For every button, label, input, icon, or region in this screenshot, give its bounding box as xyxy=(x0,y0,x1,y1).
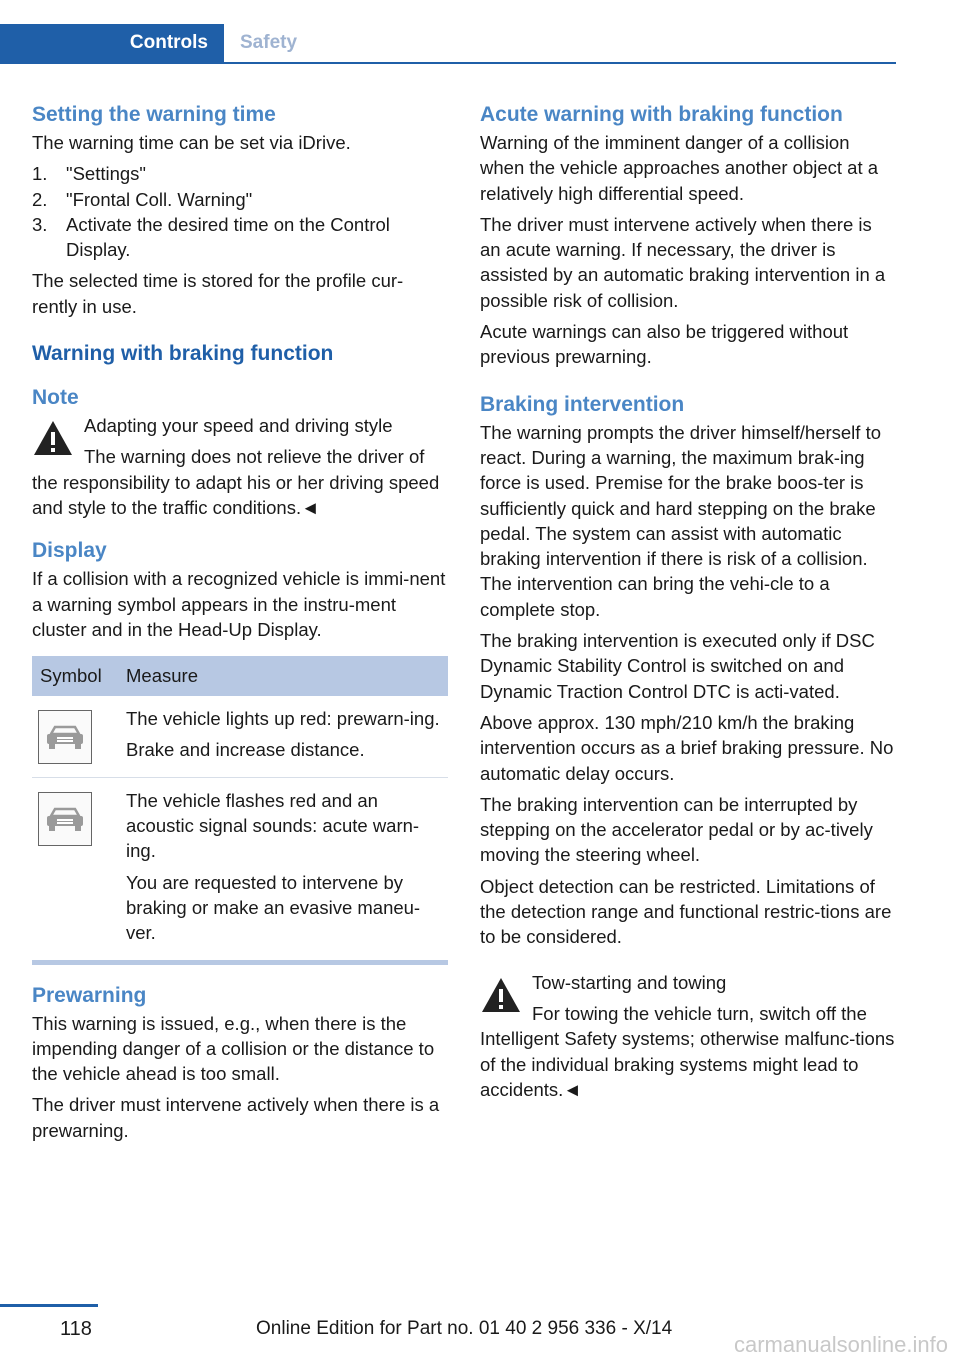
note-body: The warning does not relieve the driver of the responsibility to adapt his or her driving speed and style to the traffic conditions.◄ xyxy=(32,446,440,518)
measure-line: You are requested to intervene by braking or make an evasive maneu‐ver. xyxy=(126,871,421,944)
column-header-measure: Measure xyxy=(118,656,448,696)
table-row xyxy=(32,777,448,962)
symbol-cell xyxy=(32,777,118,962)
measure-line: The vehicle flashes red and an acoustic signal sounds: acute warn‐ing. xyxy=(126,789,420,862)
display-heading: Display xyxy=(32,539,107,563)
step-number: 1. xyxy=(32,163,48,185)
tab-controls-label: Controls xyxy=(129,32,208,53)
braking-p4: The braking intervention can be interrupted by stepping on the accelerator pedal or by ac‐tively moving the steering wheel. xyxy=(480,793,873,866)
left-column xyxy=(32,100,448,1149)
warning-triangle-icon xyxy=(32,419,74,457)
tab-safety-label: Safety xyxy=(240,32,298,53)
watermark-text: carmanualsonline.info xyxy=(733,1332,948,1357)
right-column xyxy=(480,100,896,1102)
steps-list xyxy=(32,161,448,262)
prewarning-p2: The driver must intervene actively when there is a prewarning. xyxy=(32,1094,440,1141)
symbol-table xyxy=(32,656,448,964)
acute-p1: Warning of the imminent danger of a collision when the vehicle approaches another object at a relatively high differential speed. xyxy=(480,132,879,204)
table-row xyxy=(32,696,448,777)
page-number: 118 xyxy=(60,1318,92,1340)
warning-braking-heading: Warning with braking function xyxy=(32,342,334,366)
towing-body: For towing the vehicle turn, switch off the Intelligent Safety systems; otherwise malfunc‐tions of the individual braking systems might lead to accidents.◄ xyxy=(480,1002,895,1100)
braking-intervention-heading: Braking intervention xyxy=(480,392,685,416)
acute-p3: Acute warnings can also be triggered without previous prewarning. xyxy=(480,321,849,368)
header-tab-bar xyxy=(0,24,896,64)
note-warning-block xyxy=(32,413,448,520)
column-header-symbol: Symbol xyxy=(32,656,118,696)
setting-warning-time-outro: The selected time is stored for the profile cur‐rently in use. xyxy=(32,270,404,317)
list-item xyxy=(32,187,448,212)
step-text: Activate the desired time on the Control Display. xyxy=(66,213,390,261)
note-title: Adapting your speed and driving style xyxy=(84,415,393,437)
measure-cell xyxy=(118,696,448,777)
prewarning-heading: Prewarning xyxy=(32,983,147,1007)
tab-safety[interactable] xyxy=(240,24,297,62)
car-warning-icon xyxy=(38,710,92,764)
warning-triangle-icon xyxy=(480,976,522,1014)
footer-rule xyxy=(0,1304,98,1307)
braking-p2: The braking intervention is executed only if DSC Dynamic Stability Control is switched on and Dynamic Traction Control DTC is acti‐vated. xyxy=(480,630,875,702)
setting-warning-time-heading: Setting the warning time xyxy=(32,103,276,126)
tab-controls[interactable] xyxy=(0,24,224,62)
car-warning-icon xyxy=(38,792,92,846)
note-heading: Note xyxy=(32,386,79,410)
braking-p5: Object detection can be restricted. Limitations of the detection range and functional restric‐tions are to be considered. xyxy=(480,875,892,948)
edition-text: Online Edition for Part no. 01 40 2 956 336 - X/14 xyxy=(256,1318,673,1339)
symbol-cell xyxy=(32,696,118,777)
display-text: If a collision with a recognized vehicle is immi‐nent a warning symbol appears in the instru‐ment cluster and in the Head-Up Display. xyxy=(32,568,446,640)
braking-p3: Above approx. 130 mph/210 km/h the braking intervention occurs as a brief braking pressure. No automatic delay occurs. xyxy=(480,711,894,784)
step-number: 2. xyxy=(32,188,48,210)
measure-cell xyxy=(118,777,448,962)
measure-line: The vehicle lights up red: prewarn‐ing. xyxy=(126,708,440,730)
step-number: 3. xyxy=(32,213,48,235)
braking-p1: The warning prompts the driver himself/herself to react. During a warning, the maximum brak‐ing force is used. Premise for the brake boos‐ter is sufficiently quick and hard stepping on the brake pedal. The system can assist with automatic braking intervention if there is risk of a collision. The intervention can bring the vehi‐cle to a complete stop. xyxy=(480,421,882,620)
acute-p2: The driver must intervene actively when there is an acute warning. If necessary, the driver is assisted by an automatic braking intervention in a possible risk of collision. xyxy=(480,213,886,311)
setting-warning-time-intro: The warning time can be set via iDrive. xyxy=(32,132,351,153)
towing-title: Tow-starting and towing xyxy=(532,971,727,993)
step-text: "Settings" xyxy=(66,163,146,185)
towing-warning-block xyxy=(480,970,896,1102)
prewarning-p1: This warning is issued, e.g., when there is the impending danger of a collision or the distance to the vehicle ahead is too small. xyxy=(32,1012,435,1085)
step-text: "Frontal Coll. Warning" xyxy=(66,188,253,210)
list-item xyxy=(32,161,448,186)
acute-warning-heading: Acute warning with braking function xyxy=(480,103,843,126)
measure-line: Brake and increase distance. xyxy=(126,739,365,761)
list-item xyxy=(32,212,448,263)
